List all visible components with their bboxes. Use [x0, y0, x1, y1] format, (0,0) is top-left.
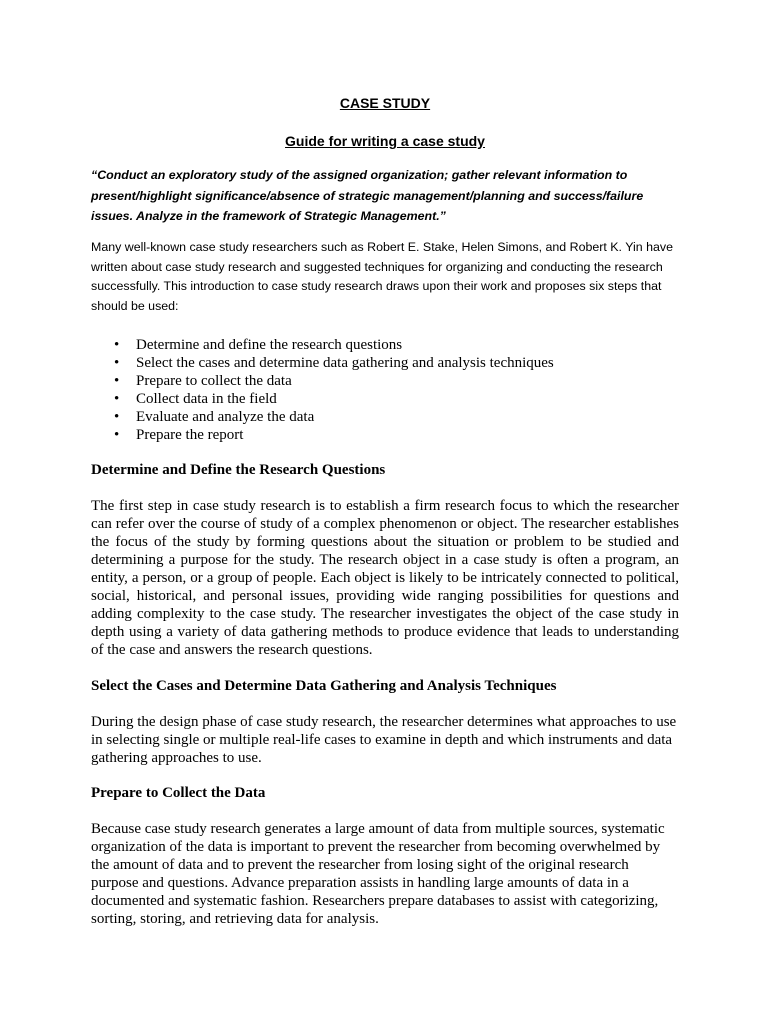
section-body: The first step in case study research is to establish a firm research focus to which the researcher can refer over the course of study of a complex phenomenon or object. The researcher establishes the focus of the study by forming questions about the situation or problem to be studied and determining a purpose for the study. The research object in a case study is often a program, an entity, a person, or a group of people. Each object is likely to be intricately connected to political, social, historical, and personal issues, providing wide ranging possibilities for questions and adding complexity to the case study. The researcher investigates the object of the case study in depth using a variety of data gathering methods to produce evidence that leads to understanding of the case and answers the research questions. [91, 498, 679, 658]
section-heading: Determine and Define the Research Questions [91, 462, 386, 478]
assignment-quote: “Conduct an exploratory study of the assigned organization; gather relevant information to present/highlight significance/absence of strategic management/planning and success/failure issues. Analyze in the framework of Strategic Management.” [91, 168, 644, 223]
list-item [91, 408, 554, 426]
section-body: Because case study research generates a large amount of data from multiple sources, systematic organization of the data is important to prevent the researcher from becoming overwhelmed by the amount of data and to prevent the researcher from losing sight of the original research purpose and questions. Advance preparation assists in handling large amounts of data in a documented and systematic fashion. Researchers prepare databases to assist with categorizing, sorting, storing, and retrieving data for analysis. [91, 821, 665, 927]
page-title: CASE STUDY [339, 95, 431, 111]
list-item [91, 390, 554, 408]
bullet-icon: • [114, 337, 120, 353]
bullet-icon: • [114, 427, 120, 443]
page-subtitle: Guide for writing a case study [285, 133, 485, 149]
bullet-icon: • [114, 391, 120, 407]
bullet-icon: • [114, 373, 120, 389]
list-item [91, 372, 554, 390]
section-heading: Select the Cases and Determine Data Gathering and Analysis Techniques [91, 678, 557, 694]
list-item-text: Select the cases and determine data gathering and analysis techniques [136, 355, 554, 371]
steps-list [91, 336, 554, 444]
list-item [91, 354, 554, 372]
bullet-icon: • [114, 355, 120, 371]
list-item-text: Prepare to collect the data [136, 373, 292, 389]
section-body: During the design phase of case study research, the researcher determines what approaches to use in selecting single or multiple real-life cases to examine in depth and which instruments and data gathering approaches to use. [91, 714, 677, 766]
section-heading: Prepare to Collect the Data [91, 785, 266, 801]
list-item-text: Collect data in the field [136, 391, 277, 407]
list-item-text: Prepare the report [136, 427, 244, 443]
bullet-icon: • [114, 409, 120, 425]
list-item [91, 426, 554, 444]
list-item-text: Determine and define the research questions [136, 337, 403, 353]
intro-paragraph: Many well-known case study researchers such as Robert E. Stake, Helen Simons, and Robert K. Yin have written about case study research and suggested techniques for organizing and conducting the research successfully. This introduction to case study research draws upon their work and proposes six steps that should be used: [91, 240, 673, 313]
list-item-text: Evaluate and analyze the data [136, 409, 315, 425]
list-item [91, 336, 554, 354]
